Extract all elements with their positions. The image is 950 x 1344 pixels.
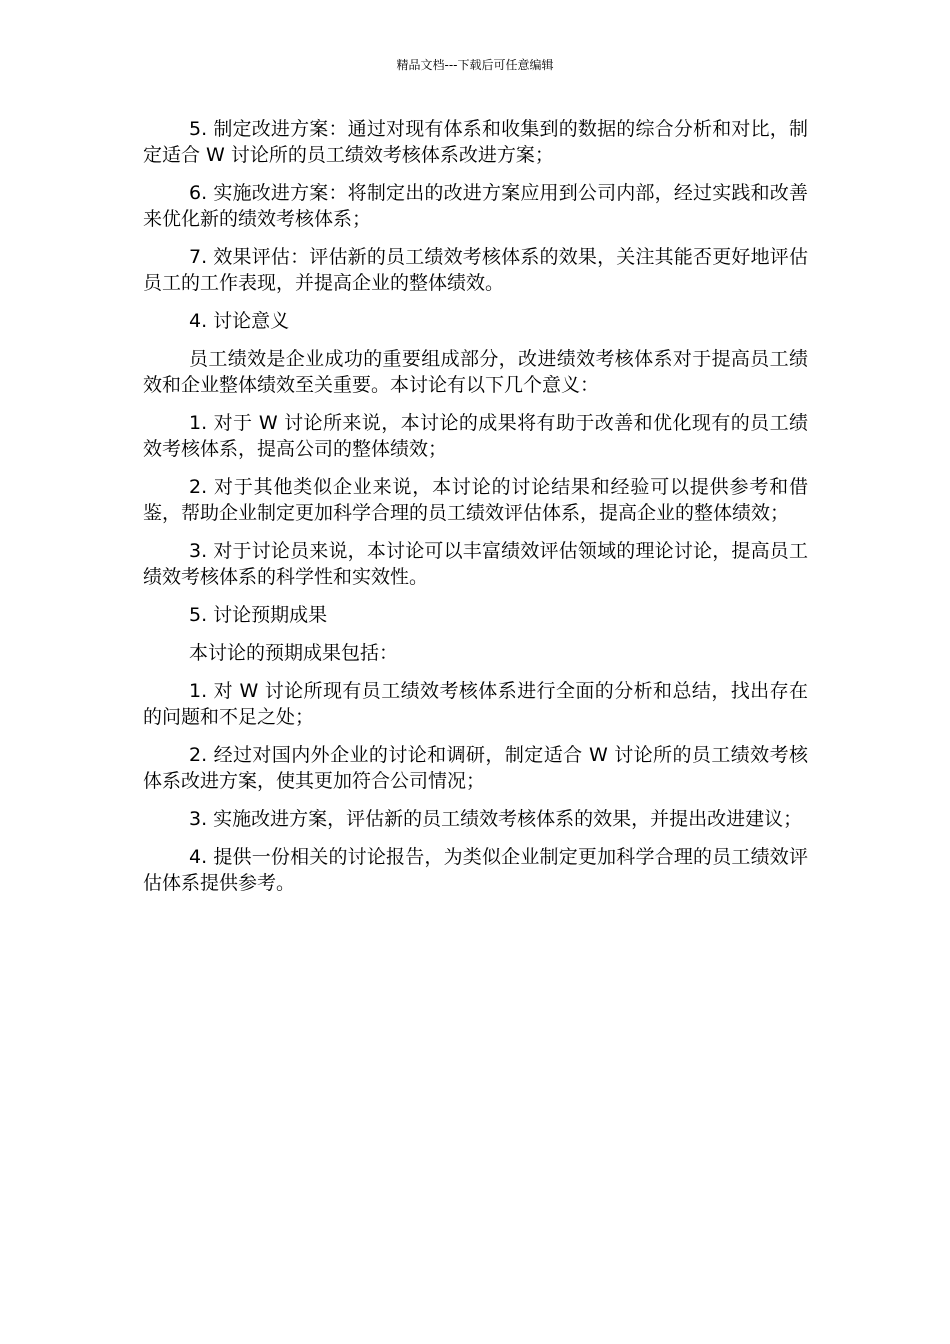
paragraph-step-7: 7. 效果评估：评估新的员工绩效考核体系的效果，关注其能否更好地评估员工的工作表现，并提高企业的整体绩效。 [143,246,808,294]
document-body [143,116,808,908]
paragraph-step-6: 6. 实施改进方案：将制定出的改进方案应用到公司内部，经过实践和改善来优化新的绩效考核体系； [143,182,808,230]
paragraph-outcomes-intro: 本讨论的预期成果包括： [189,642,399,664]
paragraph-outcome-3: 3. 实施改进方案，评估新的员工绩效考核体系的效果，并提出改进建议； [189,808,803,830]
paragraph-outcome-4: 4. 提供一份相关的讨论报告，为类似企业制定更加科学合理的员工绩效评估体系提供参考。 [143,846,808,894]
paragraph-significance-3: 3. 对于讨论员来说，本讨论可以丰富绩效评估领域的理论讨论，提高员工绩效考核体系的科学性和实效性。 [143,540,808,588]
paragraph-outcome-2: 2. 经过对国内外企业的讨论和调研，制定适合 W 讨论所的员工绩效考核体系改进方案，使其更加符合公司情况； [143,744,808,792]
page-header: 精品文档---下载后可任意编辑 [396,58,554,72]
paragraph-outcome-1: 1. 对 W 讨论所现有员工绩效考核体系进行全面的分析和总结，找出存在的问题和不足之处； [143,680,808,728]
section-heading-significance: 4. 讨论意义 [189,310,290,332]
paragraph-step-5: 5. 制定改进方案：通过对现有体系和收集到的数据的综合分析和对比，制定适合 W 讨论所的员工绩效考核体系改进方案； [143,118,808,166]
paragraph-significance-1: 1. 对于 W 讨论所来说，本讨论的成果将有助于改善和优化现有的员工绩效考核体系，提高公司的整体绩效； [143,412,808,460]
section-heading-outcomes: 5. 讨论预期成果 [189,604,328,626]
paragraph-significance-intro: 员工绩效是企业成功的重要组成部分，改进绩效考核体系对于提高员工绩效和企业整体绩效至关重要。本讨论有以下几个意义： [143,348,808,396]
paragraph-significance-2: 2. 对于其他类似企业来说，本讨论的讨论结果和经验可以提供参考和借鉴，帮助企业制定更加科学合理的员工绩效评估体系，提高企业的整体绩效； [143,476,808,524]
